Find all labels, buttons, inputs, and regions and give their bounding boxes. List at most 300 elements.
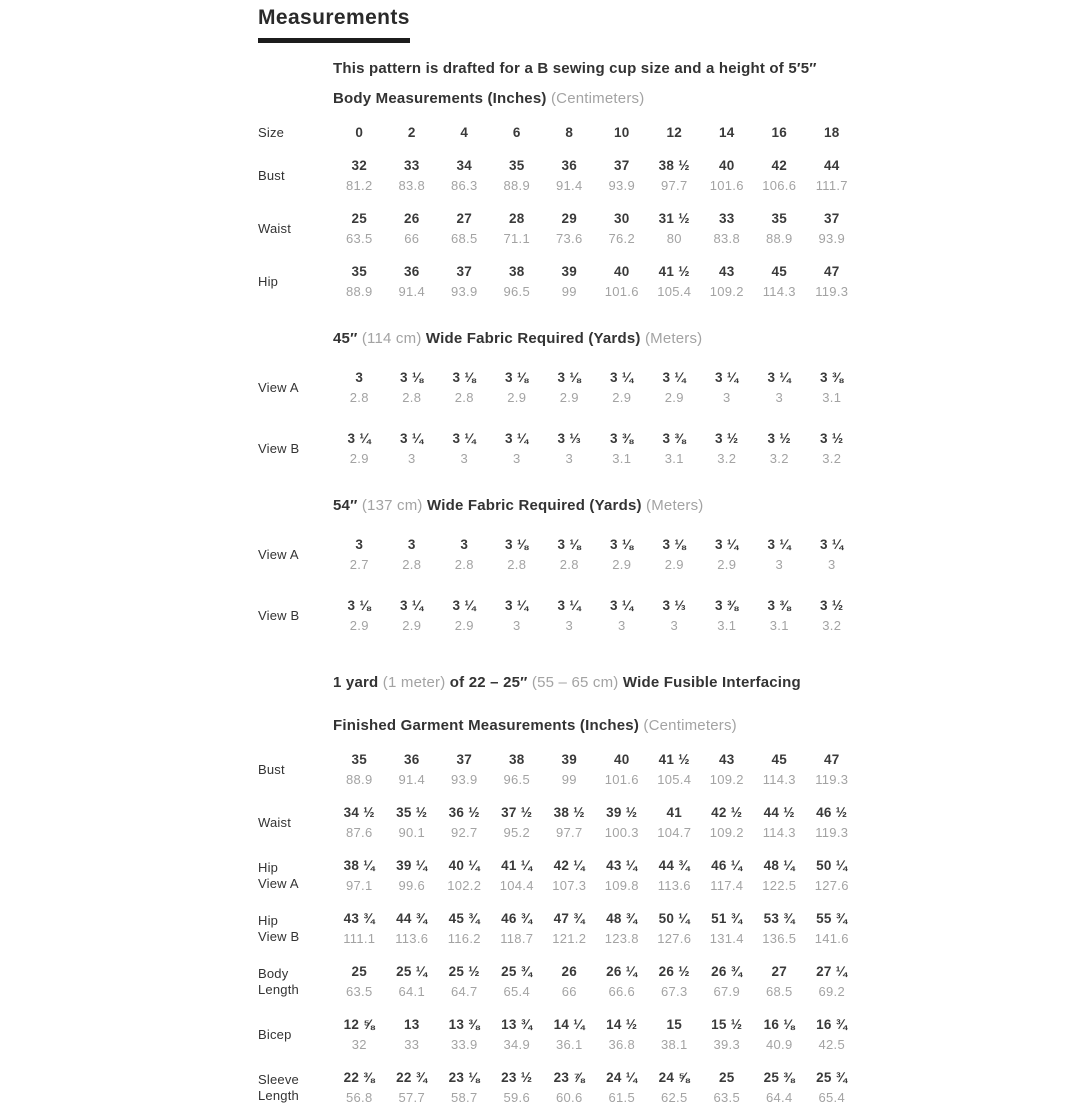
value-inches: 44 ¾ <box>396 911 428 926</box>
row-label-line: Waist <box>258 815 292 830</box>
value-centimeters: 3 <box>617 618 626 633</box>
value-inches: 13 ⅜ <box>448 1017 480 1032</box>
table-cell <box>491 368 544 408</box>
value-inches: 3 ¼ <box>610 598 634 613</box>
value-centimeters: 2.7 <box>349 557 369 572</box>
value-inches: 44 ½ <box>763 805 795 820</box>
table-row <box>258 1015 858 1055</box>
value-centimeters: 96.5 <box>503 284 530 299</box>
value-centimeters: 2.8 <box>349 390 369 405</box>
table-cell <box>543 1068 596 1108</box>
value-inches: 3 ¼ <box>767 370 791 385</box>
value-inches: 53 ¾ <box>763 911 795 926</box>
table-cell <box>491 750 544 790</box>
table-cell <box>701 962 754 1002</box>
value-inches: 36 <box>403 264 420 279</box>
table-cell <box>438 123 491 143</box>
value-centimeters: 106.6 <box>762 178 797 193</box>
value-centimeters: 97.7 <box>660 178 688 193</box>
value-inches: 25 ½ <box>448 964 480 979</box>
table-cell <box>648 368 701 408</box>
value-inches: 26 <box>561 964 578 979</box>
value-inches: 25 ¾ <box>501 964 533 979</box>
table-cell <box>648 1015 701 1055</box>
value-centimeters: 99 <box>561 772 577 787</box>
value-inches: 3 ¼ <box>505 431 529 446</box>
table-cell <box>491 1068 544 1108</box>
value-inches: 42 ¼ <box>553 858 585 873</box>
table-cell <box>386 535 439 575</box>
value-centimeters: 105.4 <box>657 284 692 299</box>
table-cell <box>648 750 701 790</box>
row-label-line: Length <box>258 1088 299 1103</box>
value-centimeters: 2.9 <box>612 557 632 572</box>
value-inches: 14 ¼ <box>553 1017 585 1032</box>
value-centimeters: 116.2 <box>447 931 481 946</box>
value-inches: 33 <box>718 211 735 226</box>
table-cell <box>386 368 439 408</box>
table-cell <box>543 856 596 896</box>
table-cell <box>386 856 439 896</box>
value-centimeters: 71.1 <box>503 231 530 246</box>
value-inches: 25 ¼ <box>396 964 428 979</box>
table-cell <box>701 909 754 949</box>
value-inches: 40 <box>718 158 735 173</box>
table-cell <box>596 429 649 469</box>
section-body <box>258 90 858 302</box>
value-inches: 27 <box>771 964 788 979</box>
row-label-line: Sleeve <box>258 1072 299 1087</box>
table-cell <box>438 262 491 302</box>
value-inches: 3 ⅛ <box>400 370 424 385</box>
value-centimeters: 2.9 <box>612 390 632 405</box>
table-cell <box>386 429 439 469</box>
row-label-line: Bust <box>258 762 285 777</box>
table-cell <box>491 962 544 1002</box>
value-inches: 22 ¾ <box>396 1070 428 1085</box>
table-cell <box>333 123 386 143</box>
table-cell <box>596 962 649 1002</box>
value-inches: 15 <box>666 1017 683 1032</box>
table-cell <box>806 909 859 949</box>
value-centimeters: 122.5 <box>762 878 797 893</box>
value-centimeters: 136.5 <box>762 931 797 946</box>
value-inches: 41 ½ <box>658 264 690 279</box>
value-centimeters: 36.1 <box>555 1037 583 1052</box>
value-inches: 3 <box>460 537 469 552</box>
table-cell <box>753 209 806 249</box>
value-centimeters: 107.3 <box>552 878 587 893</box>
value-inches: 3 ⅛ <box>505 537 529 552</box>
page-title-underline <box>258 6 410 43</box>
table-cell <box>753 535 806 575</box>
value-inches: 3 ¼ <box>715 370 739 385</box>
value-inches: 3 ½ <box>820 598 844 613</box>
value-centimeters: 81.2 <box>345 178 373 193</box>
value-centimeters: 114.3 <box>762 825 796 840</box>
table-cell <box>333 856 386 896</box>
table-cell <box>491 803 544 843</box>
value-centimeters: 121.2 <box>552 931 587 946</box>
value-inches: 24 ⅝ <box>658 1070 690 1085</box>
value-inches: 26 ¼ <box>606 964 638 979</box>
value-inches: 38 ½ <box>553 805 585 820</box>
value-inches: 50 ¼ <box>816 858 848 873</box>
value-inches: 3 ⅓ <box>557 431 581 446</box>
table-cell <box>753 262 806 302</box>
value-centimeters: 66 <box>561 984 577 999</box>
value-inches: 23 ⅞ <box>553 1070 585 1085</box>
value-centimeters: 33 <box>404 1037 420 1052</box>
value-centimeters: 60.6 <box>555 1090 583 1105</box>
value-centimeters: 2.8 <box>402 557 422 572</box>
value-centimeters: 3.1 <box>717 618 737 633</box>
table-cell <box>701 368 754 408</box>
value-inches: 16 ¾ <box>816 1017 848 1032</box>
table-cell <box>333 368 386 408</box>
value-centimeters: 64.1 <box>398 984 425 999</box>
value-inches: 3 ⅛ <box>662 537 686 552</box>
value-centimeters: 97.1 <box>345 878 373 893</box>
value-inches: 23 ½ <box>501 1070 533 1085</box>
value-centimeters: 109.2 <box>709 772 744 787</box>
row-label <box>258 860 333 892</box>
table-cell <box>491 856 544 896</box>
table-cell <box>806 262 859 302</box>
row-label-line: View B <box>258 608 300 623</box>
table-cell <box>701 209 754 249</box>
table-cell <box>386 262 439 302</box>
value-centimeters: 2.9 <box>402 618 422 633</box>
value-inches: 38 <box>508 752 525 767</box>
value-inches: 40 <box>613 264 630 279</box>
table-cell <box>701 803 754 843</box>
value-inches: 35 <box>351 752 368 767</box>
value-inches: 38 ½ <box>658 158 690 173</box>
value-centimeters: 105.4 <box>657 772 692 787</box>
value-inches: 48 ¼ <box>763 858 795 873</box>
value-centimeters: 64.4 <box>765 1090 793 1105</box>
table-cell <box>491 909 544 949</box>
value-inches: 43 <box>718 264 735 279</box>
table-cell <box>701 156 754 196</box>
value-centimeters: 88.9 <box>345 772 373 787</box>
value-centimeters: 141.6 <box>814 931 849 946</box>
value-centimeters: 3 <box>775 390 784 405</box>
value-inches: 29 <box>561 211 578 226</box>
value-inches: 10 <box>613 125 630 140</box>
value-centimeters: 117.4 <box>710 878 744 893</box>
value-inches: 12 <box>666 125 683 140</box>
value-inches: 14 ½ <box>606 1017 638 1032</box>
value-centimeters: 93.9 <box>450 772 478 787</box>
heading-text-gray: (Meters) <box>646 497 704 514</box>
table-cell <box>596 1068 649 1108</box>
heading-text-dark: Wide Fabric Required (Yards) <box>427 497 647 514</box>
value-inches: 6 <box>512 125 521 140</box>
table-cell <box>648 1068 701 1108</box>
table-cell <box>333 962 386 1002</box>
value-centimeters: 99.6 <box>398 878 425 893</box>
value-centimeters: 3 <box>670 618 679 633</box>
value-centimeters: 42.5 <box>818 1037 845 1052</box>
table-cell <box>648 962 701 1002</box>
value-centimeters: 101.6 <box>604 772 639 787</box>
value-centimeters: 2.8 <box>454 557 474 572</box>
value-centimeters: 63.5 <box>713 1090 740 1105</box>
row-label-line: Length <box>258 982 299 997</box>
table-cell <box>386 750 439 790</box>
table-row <box>258 123 858 143</box>
table-cell <box>438 209 491 249</box>
table-cell <box>386 156 439 196</box>
table-row <box>258 856 858 896</box>
table-cell <box>648 429 701 469</box>
value-inches: 25 <box>718 1070 735 1085</box>
table-cell <box>596 596 649 636</box>
table-row <box>258 1068 858 1108</box>
value-inches: 3 ¼ <box>610 370 634 385</box>
table-row <box>258 535 858 575</box>
value-centimeters: 33.9 <box>450 1037 478 1052</box>
table-cell <box>701 262 754 302</box>
row-label <box>258 380 333 396</box>
table-cell <box>438 429 491 469</box>
value-inches: 16 ⅛ <box>763 1017 795 1032</box>
table-cell <box>333 209 386 249</box>
value-centimeters: 100.3 <box>604 825 639 840</box>
table-cell <box>333 1015 386 1055</box>
section-finished <box>258 717 858 1108</box>
table-cell <box>543 803 596 843</box>
value-inches: 27 ¼ <box>816 964 848 979</box>
value-inches: 14 <box>718 125 735 140</box>
table-row <box>258 368 858 408</box>
table-cell <box>438 156 491 196</box>
table-cell <box>648 535 701 575</box>
value-inches: 47 <box>823 264 840 279</box>
value-inches: 41 ½ <box>658 752 690 767</box>
value-inches: 47 <box>823 752 840 767</box>
value-inches: 36 ½ <box>448 805 480 820</box>
table-cell <box>543 123 596 143</box>
value-inches: 33 <box>403 158 420 173</box>
value-centimeters: 109.8 <box>604 878 639 893</box>
value-centimeters: 91.4 <box>398 772 425 787</box>
table-cell <box>543 156 596 196</box>
value-centimeters: 88.9 <box>503 178 530 193</box>
value-centimeters: 2.9 <box>349 618 369 633</box>
table-cell <box>438 596 491 636</box>
heading-text-dark: 54″ <box>333 497 362 514</box>
value-inches: 34 <box>456 158 473 173</box>
value-centimeters: 119.3 <box>815 772 849 787</box>
table-cell <box>648 262 701 302</box>
value-centimeters: 2.8 <box>402 390 422 405</box>
table-cell <box>438 962 491 1002</box>
table-cell <box>806 368 859 408</box>
value-inches: 32 <box>351 158 368 173</box>
value-inches: 43 ¾ <box>343 911 375 926</box>
measurement-sections <box>258 90 858 1108</box>
table-cell <box>701 123 754 143</box>
value-inches: 16 <box>771 125 788 140</box>
value-inches: 13 <box>403 1017 420 1032</box>
finished-heading <box>333 717 858 734</box>
table-cell <box>701 1068 754 1108</box>
value-inches: 3 ⅜ <box>610 431 634 446</box>
value-inches: 34 ½ <box>343 805 375 820</box>
table-cell <box>491 429 544 469</box>
table-cell <box>333 596 386 636</box>
value-centimeters: 57.7 <box>398 1090 425 1105</box>
value-centimeters: 58.7 <box>450 1090 478 1105</box>
table-cell <box>386 123 439 143</box>
value-centimeters: 119.3 <box>815 284 849 299</box>
value-inches: 3 ¼ <box>662 370 686 385</box>
value-centimeters: 101.6 <box>709 178 744 193</box>
value-centimeters: 83.8 <box>713 231 740 246</box>
table-row <box>258 262 858 302</box>
value-centimeters: 2.9 <box>507 390 527 405</box>
value-centimeters: 3.1 <box>664 451 684 466</box>
value-inches: 3 ⅜ <box>662 431 686 446</box>
heading-text-dark: 45″ <box>333 330 362 347</box>
value-centimeters: 83.8 <box>398 178 425 193</box>
value-centimeters: 64.7 <box>450 984 478 999</box>
table-cell <box>806 962 859 1002</box>
value-centimeters: 67.9 <box>713 984 740 999</box>
table-cell <box>543 535 596 575</box>
value-inches: 3 <box>355 370 364 385</box>
value-inches: 39 <box>561 264 578 279</box>
heading-text-dark: 1 yard <box>333 674 383 691</box>
value-inches: 35 <box>508 158 525 173</box>
value-centimeters: 92.7 <box>450 825 478 840</box>
heading-text-dark: Wide Fusible Interfacing <box>622 674 801 691</box>
row-label <box>258 1027 333 1043</box>
table-cell <box>753 750 806 790</box>
table-row <box>258 429 858 469</box>
table-cell <box>438 368 491 408</box>
value-centimeters: 131.4 <box>709 931 744 946</box>
table-cell <box>596 156 649 196</box>
heading-text-gray: (Meters) <box>644 330 703 347</box>
table-cell <box>648 156 701 196</box>
value-centimeters: 91.4 <box>398 284 425 299</box>
heading-text-gray: (Centimeters) <box>643 717 737 734</box>
value-centimeters: 2.9 <box>559 390 579 405</box>
table-cell <box>596 909 649 949</box>
body-heading <box>333 90 858 107</box>
value-inches: 45 ¾ <box>448 911 480 926</box>
table-cell <box>543 429 596 469</box>
table-cell <box>806 156 859 196</box>
value-inches: 3 ¼ <box>767 537 791 552</box>
table-cell <box>648 856 701 896</box>
table-cell <box>753 429 806 469</box>
value-inches: 27 <box>456 211 473 226</box>
row-label <box>258 762 333 778</box>
table-cell <box>753 962 806 1002</box>
value-centimeters: 3 <box>775 557 784 572</box>
value-inches: 3 ⅓ <box>662 598 686 613</box>
value-inches: 35 <box>351 264 368 279</box>
value-centimeters: 102.2 <box>447 878 482 893</box>
table-cell <box>753 856 806 896</box>
table-cell <box>596 368 649 408</box>
value-inches: 4 <box>460 125 469 140</box>
row-label-line: Size <box>258 125 285 140</box>
table-cell <box>753 803 806 843</box>
value-inches: 46 ½ <box>816 805 848 820</box>
value-centimeters: 3 <box>512 618 521 633</box>
value-centimeters: 3 <box>460 451 469 466</box>
table-cell <box>333 1068 386 1108</box>
table-cell <box>333 535 386 575</box>
row-label-line: View B <box>258 929 300 944</box>
row-label-line: Bust <box>258 168 285 183</box>
table-cell <box>753 123 806 143</box>
pattern-drafting-note: This pattern is drafted for a B sewing cup size and a height of 5′5″ <box>333 60 817 77</box>
value-inches: 3 ½ <box>820 431 844 446</box>
value-inches: 3 ⅜ <box>820 370 844 385</box>
table-cell <box>596 535 649 575</box>
value-inches: 3 ¼ <box>400 431 424 446</box>
value-inches: 3 ⅛ <box>347 598 371 613</box>
table-cell <box>491 596 544 636</box>
value-inches: 50 ¼ <box>658 911 690 926</box>
heading-text-gray: (1 meter) <box>382 674 450 691</box>
table-cell <box>806 856 859 896</box>
value-inches: 40 <box>613 752 630 767</box>
heading-text-gray: (137 cm) <box>361 497 427 514</box>
value-centimeters: 109.2 <box>709 284 744 299</box>
value-centimeters: 2.9 <box>349 451 369 466</box>
value-centimeters: 40.9 <box>765 1037 793 1052</box>
table-cell <box>491 1015 544 1055</box>
value-centimeters: 3 <box>565 618 574 633</box>
value-centimeters: 127.6 <box>814 878 849 893</box>
section-fabric45 <box>258 330 858 469</box>
table-cell <box>491 209 544 249</box>
table-row <box>258 909 858 949</box>
value-inches: 39 <box>561 752 578 767</box>
value-centimeters: 3 <box>827 557 836 572</box>
heading-text-dark: Body Measurements (Inches) <box>333 90 551 107</box>
value-centimeters: 65.4 <box>818 1090 845 1105</box>
row-label <box>258 913 333 945</box>
value-inches: 36 <box>403 752 420 767</box>
value-inches: 3 ½ <box>767 431 791 446</box>
value-centimeters: 63.5 <box>345 231 373 246</box>
value-centimeters: 68.5 <box>765 984 793 999</box>
value-inches: 41 <box>666 805 683 820</box>
value-inches: 30 <box>613 211 630 226</box>
value-centimeters: 93.9 <box>818 231 845 246</box>
value-inches: 26 ¾ <box>711 964 743 979</box>
value-centimeters: 113.6 <box>657 878 691 893</box>
value-inches: 15 ½ <box>711 1017 743 1032</box>
table-cell <box>806 1015 859 1055</box>
value-inches: 3 ⅛ <box>610 537 634 552</box>
value-inches: 3 ¼ <box>452 431 476 446</box>
value-inches: 41 ¼ <box>501 858 533 873</box>
table-cell <box>806 596 859 636</box>
table-cell <box>701 429 754 469</box>
table-cell <box>753 156 806 196</box>
row-label-line: Bicep <box>258 1027 292 1042</box>
